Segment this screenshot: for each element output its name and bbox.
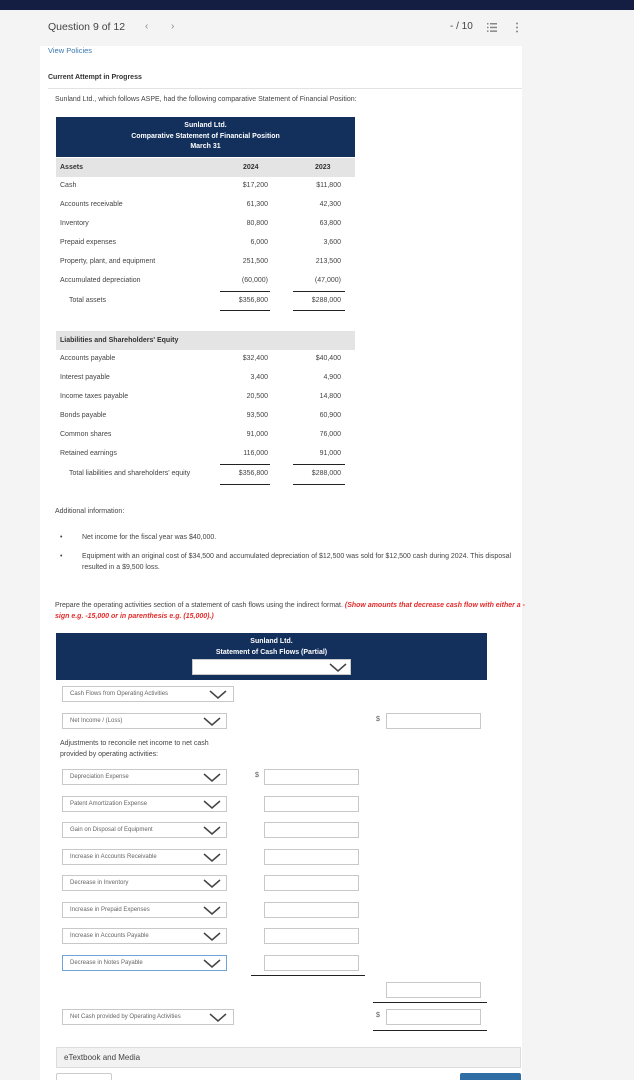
adjustment-input[interactable] xyxy=(264,902,359,918)
table-row xyxy=(56,177,355,196)
currency-symbol: $ xyxy=(376,716,380,723)
value-2023: 14,800 xyxy=(319,393,341,400)
more-vertical-icon[interactable] xyxy=(515,22,519,33)
additional-info-item: Equipment with an original cost of $34,500 and accumulated depreciation of $12,500 was sold for $12,500 cash during 2024. This disposal resulted in a $9,500 loss. xyxy=(82,553,512,571)
adjustment-input[interactable] xyxy=(264,955,359,971)
underline xyxy=(251,975,365,976)
row-label: Common shares xyxy=(60,431,112,438)
etextbook-label: eTextbook and Media xyxy=(64,1053,141,1062)
chevron-down-icon xyxy=(203,800,221,809)
underline xyxy=(373,1030,487,1031)
statement-date: March 31 xyxy=(190,143,221,150)
net-income-input[interactable] xyxy=(386,713,481,729)
table-row xyxy=(56,445,355,464)
currency-symbol: $ xyxy=(255,772,259,779)
chevron-down-icon xyxy=(203,826,221,835)
company-name: Sunland Ltd. xyxy=(184,122,227,129)
attempt-status: Current Attempt in Progress xyxy=(48,74,142,81)
chevron-down-icon xyxy=(209,1013,227,1022)
table-row xyxy=(56,234,355,253)
value-2024: 116,000 xyxy=(243,450,268,457)
value-2023: 76,000 xyxy=(319,431,341,438)
statement-title: Statement of Cash Flows (Partial) xyxy=(215,648,328,656)
value-2024: 20,500 xyxy=(246,393,268,400)
chevron-down-icon xyxy=(203,853,221,862)
adjustments-total-input[interactable] xyxy=(386,982,481,998)
instructions xyxy=(55,601,525,622)
row-label: Bonds payable xyxy=(60,412,107,419)
row-label: Property, plant, and equipment xyxy=(60,258,156,265)
table-row xyxy=(56,369,355,388)
row-label: Cash xyxy=(60,182,77,189)
table-row xyxy=(56,426,355,445)
question-intro: Sunland Ltd., which follows ASPE, had the following comparative Statement of Financial Position: xyxy=(55,96,357,103)
double-underline xyxy=(220,484,270,485)
value-2023: 3,600 xyxy=(323,239,341,246)
adjustment-input[interactable] xyxy=(264,769,359,785)
value-2023: 91,000 xyxy=(319,450,341,457)
net-cash-select[interactable] xyxy=(62,1009,234,1025)
value-2023: (47,000) xyxy=(314,277,341,284)
underline xyxy=(373,1002,487,1003)
question-number: Question 9 of 12 xyxy=(48,21,126,33)
value-2024: (60,000) xyxy=(241,277,268,284)
chevron-down-icon xyxy=(329,663,347,672)
value-2024: $356,800 xyxy=(238,297,268,304)
chevron-down-icon xyxy=(203,906,221,915)
value-2023: 4,900 xyxy=(323,374,341,381)
adjustment-input[interactable] xyxy=(264,796,359,812)
select-value: Decrease in Notes Payable xyxy=(70,960,143,966)
adjustments-label: Adjustments to reconcile net income to net cash provided by operating activities: xyxy=(60,740,209,758)
value-2024: 6,000 xyxy=(250,239,268,246)
adjustment-select[interactable] xyxy=(62,849,227,865)
chevron-down-icon xyxy=(203,932,221,941)
value-2024: $32,400 xyxy=(242,355,268,362)
adjustment-input[interactable] xyxy=(264,822,359,838)
instructions-text: Prepare the operating activities section of a statement of cash flows using the indirect format. xyxy=(55,602,345,609)
row-label: Retained earnings xyxy=(60,450,117,457)
value-2023: $40,400 xyxy=(315,355,341,362)
value-2024: 61,300 xyxy=(246,201,268,208)
table-row xyxy=(56,388,355,407)
value-2024: 251,500 xyxy=(242,258,268,265)
value-2024: 3,400 xyxy=(250,374,268,381)
select-value: Decrease in Inventory xyxy=(70,880,129,886)
list-icon[interactable] xyxy=(487,23,497,32)
value-2023: 42,300 xyxy=(319,201,341,208)
company-name: Sunland Ltd. xyxy=(250,638,293,645)
value-2024: 91,000 xyxy=(246,431,268,438)
row-label: Total liabilities and shareholders' equity xyxy=(69,470,191,477)
value-2023: $11,800 xyxy=(316,182,341,189)
liabilities-header: Liabilities and Shareholders' Equity xyxy=(60,337,179,344)
adjustment-select[interactable] xyxy=(62,822,227,838)
view-policies-link[interactable]: View Policies xyxy=(48,46,93,55)
double-underline xyxy=(293,484,345,485)
etextbook-media-section[interactable] xyxy=(56,1047,521,1068)
net-cash-input[interactable] xyxy=(386,1009,481,1025)
divider xyxy=(48,88,522,89)
submit-button[interactable] xyxy=(460,1073,521,1080)
statement-title: Comparative Statement of Financial Position xyxy=(131,132,280,140)
chevron-down-icon xyxy=(203,773,221,782)
value-2023: 63,800 xyxy=(319,220,341,227)
total-row xyxy=(56,292,355,311)
select-value: Increase in Accounts Receivable xyxy=(70,854,157,860)
double-underline xyxy=(220,310,270,311)
table-row xyxy=(56,407,355,426)
chevron-down-icon xyxy=(203,717,221,726)
question-header xyxy=(48,21,528,37)
table-row xyxy=(56,350,355,369)
double-underline xyxy=(293,310,345,311)
adjustment-select[interactable] xyxy=(62,902,227,918)
chevron-down-icon xyxy=(203,879,221,888)
adjustment-select[interactable] xyxy=(62,769,227,785)
value-2023: $288,000 xyxy=(311,470,341,477)
adjustment-input[interactable] xyxy=(264,849,359,865)
assets-header: Assets xyxy=(60,164,83,171)
value-2023: 213,500 xyxy=(315,258,341,265)
row-label: Interest payable xyxy=(60,374,110,381)
row-label: Income taxes payable xyxy=(60,393,129,400)
chevron-right-icon[interactable]: › xyxy=(171,21,175,32)
top-bar xyxy=(0,0,634,10)
col-2023: 2023 xyxy=(315,164,331,171)
adjustment-select[interactable] xyxy=(62,875,227,891)
section-select[interactable] xyxy=(62,686,234,702)
additional-info-item: Net income for the fiscal year was $40,000. xyxy=(82,534,217,541)
select-value: Patent Amortization Expense xyxy=(70,801,148,807)
additional-info-heading: Additional information: xyxy=(55,508,125,515)
period-select[interactable] xyxy=(192,659,351,675)
select-value: Depreciation Expense xyxy=(70,774,129,780)
currency-symbol: $ xyxy=(376,1012,380,1019)
table-row xyxy=(56,215,355,234)
adjustment-input[interactable] xyxy=(264,928,359,944)
value-2024: 80,800 xyxy=(246,220,268,227)
select-value: Gain on Disposal of Equipment xyxy=(70,827,153,833)
adjustment-input[interactable] xyxy=(264,875,359,891)
liabilities-header-row xyxy=(56,331,355,350)
select-value: Net Income / (Loss) xyxy=(70,718,123,724)
row-label: Prepaid expenses xyxy=(60,239,117,246)
secondary-button[interactable] xyxy=(56,1073,112,1080)
net-income-select[interactable] xyxy=(62,713,227,729)
select-value: Increase in Prepaid Expenses xyxy=(70,907,150,913)
value-2024: 93,500 xyxy=(246,412,268,419)
assets-header-row xyxy=(56,158,355,177)
adjustment-select[interactable] xyxy=(62,928,227,944)
row-label: Accounts payable xyxy=(60,355,116,362)
bullet-icon: • xyxy=(60,534,63,541)
row-label: Inventory xyxy=(60,220,89,227)
table-row xyxy=(56,272,355,291)
row-label: Total assets xyxy=(69,297,106,304)
bullet-icon: • xyxy=(60,553,63,560)
value-2023: $288,000 xyxy=(311,297,341,304)
chevron-down-icon xyxy=(209,690,227,699)
select-value: Increase in Accounts Payable xyxy=(70,933,149,939)
table-row xyxy=(56,196,355,215)
value-2024: $17,200 xyxy=(242,182,268,189)
table-row xyxy=(56,253,355,272)
value-2023: 60,900 xyxy=(319,412,341,419)
score-display: - / 10 xyxy=(450,21,473,32)
financial-position-header xyxy=(56,117,355,157)
col-2024: 2024 xyxy=(243,164,259,171)
select-value: Cash Flows from Operating Activities xyxy=(70,691,169,697)
instructions-note: (Show amounts that decrease cash flow with either a - sign e.g. -15,000 or in parenthesis e.g. (15,000).) xyxy=(55,602,525,620)
chevron-left-icon[interactable]: ‹ xyxy=(145,21,149,32)
total-row xyxy=(56,465,355,484)
chevron-down-icon xyxy=(203,959,221,968)
adjustment-select[interactable] xyxy=(62,955,227,971)
adjustment-select[interactable] xyxy=(62,796,227,812)
row-label: Accounts receivable xyxy=(60,201,123,208)
select-value: Net Cash provided by Operating Activities xyxy=(70,1014,181,1020)
value-2024: $356,800 xyxy=(238,470,268,477)
row-label: Accumulated depreciation xyxy=(60,277,141,284)
